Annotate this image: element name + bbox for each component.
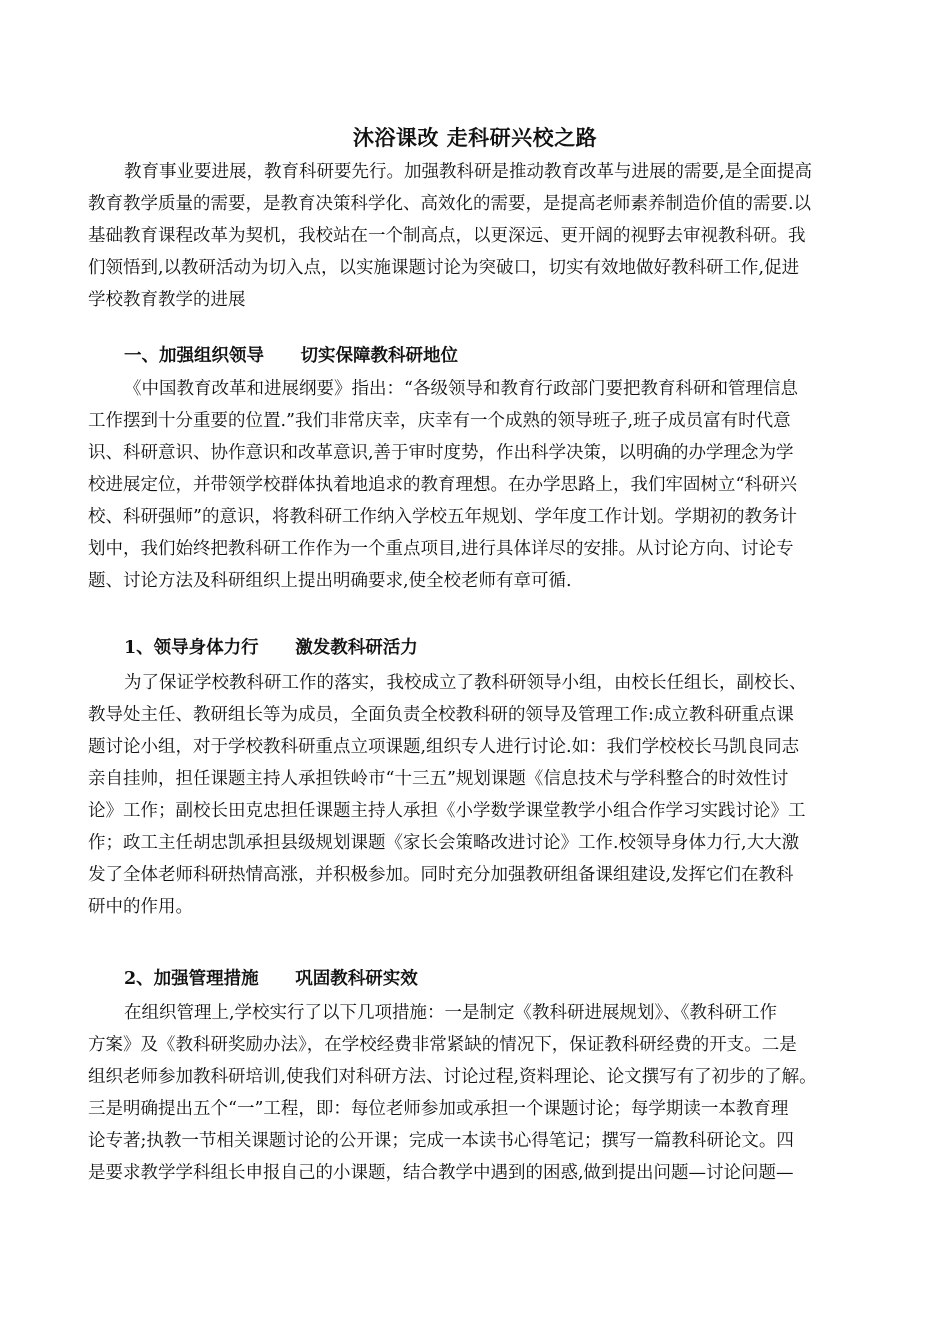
paragraph-line: 研中的作用。 (88, 897, 193, 917)
paragraph-line: 论》工作；副校长田克忠担任课题主持人承担《小学数学课堂教学小组合作学习实践讨论》工 (88, 801, 806, 821)
paragraph-line: 教育教学质量的需要，是教育决策科学化、高效化的需要，是提高老师素养制造价值的需要.以 (88, 194, 812, 214)
section-2-paragraph (88, 667, 878, 923)
paragraph-line: 们领悟到,以教研活动为切入点，以实施课题讨论为突破口，切实有效地做好教科研工作,促进 (88, 258, 800, 278)
paragraph-line: 为了保证学校教科研工作的落实，我校成立了教科研领导小组，由校长任组长，副校长、 (124, 673, 807, 693)
section-1-paragraph (88, 373, 878, 597)
paragraph-line: 校、科研强师”的意识，将教科研工作纳入学校五年规划、学年度工作计划。学期初的教务计 (88, 507, 797, 527)
paragraph-line: 在组织管理上,学校实行了以下几项措施：一是制定《教科研进展规划》、《教科研工作 (124, 1003, 778, 1023)
paragraph-line: 发了全体老师科研热情高涨，并积极参加。同时充分加强教研组备课组建设,发挥它们在教科 (88, 865, 794, 885)
paragraph-line: 基础教育课程改革为契机，我校站在一个制高点，以更深远、更开阔的视野去审视教科研。我 (88, 226, 806, 246)
section-heading-1: 一、加强组织领导 切实保障教科研地位 (124, 346, 459, 366)
paragraph-line: 组织老师参加教科研培训,使我们对科研方法、讨论过程,资料理论、论文撰写有了初步的了解。 (88, 1067, 817, 1087)
section-heading-2: 1、领导身体力行 激发教科研活力 (124, 638, 418, 658)
paragraph-line: 论专著;执教一节相关课题讨论的公开课；完成一本读书心得笔记；撰写一篇教科研论文。四 (88, 1131, 794, 1151)
section-heading-3: 2、加强管理措施 巩固教科研实效 (124, 969, 418, 989)
paragraph-line: 三是明确提出五个“一”工程，即：每位老师参加或承担一个课题讨论；每学期读一本教育理 (88, 1099, 789, 1119)
paragraph-line: 识、科研意识、协作意识和改革意识,善于审时度势，作出科学决策，以明确的办学理念为学 (88, 443, 794, 463)
paragraph-line: 《中国教育改革和进展纲要》指出：“各级领导和教育行政部门要把教育科研和管理信息 (124, 379, 798, 399)
paragraph-line: 划中，我们始终把教科研工作作为一个重点项目,进行具体详尽的安排。从讨论方向、讨论专 (88, 539, 794, 559)
paragraph-line: 校进展定位，并带领学校群体执着地追求的教育理想。在办学思路上，我们牢固树立“科研兴 (88, 475, 797, 495)
paragraph-line: 学校教育教学的进展 (88, 290, 246, 310)
paragraph-line: 教育事业要进展，教育科研要先行。加强教科研是推动教育改革与进展的需要,是全面提高 (124, 162, 813, 182)
paragraph-line: 是要求教学学科组长申报自己的小课题，结合教学中遇到的困惑,做到提出问题—讨论问题— (88, 1163, 794, 1183)
document-title: 沐浴课改 走科研兴校之路 (352, 125, 598, 150)
paragraph-line: 工作摆到十分重要的位置.”我们非常庆幸，庆幸有一个成熟的领导班子,班子成员富有时代意 (88, 411, 791, 431)
paragraph-line: 方案》及《教科研奖励办法》，在学校经费非常紧缺的情况下，保证教科研经费的开支。二是 (88, 1035, 797, 1055)
intro-paragraph (88, 156, 878, 316)
paragraph-line: 亲自挂帅，担任课题主持人承担铁岭市“十三五”规划课题《信息技术与学科整合的时效性讨 (88, 769, 789, 789)
section-3-paragraph (88, 997, 878, 1189)
paragraph-line: 作；政工主任胡忠凯承担县级规划课题《家长会策略改进讨论》工作.校领导身体力行,大大激 (88, 833, 800, 853)
paragraph-line: 题讨论小组，对于学校教科研重点立项课题,组织专人进行讨论.如：我们学校校长马凯良同志 (88, 737, 800, 757)
paragraph-line: 题、讨论方法及科研组织上提出明确要求,使全校老师有章可循. (88, 571, 572, 591)
paragraph-line: 教导处主任、教研组长等为成员，全面负责全校教科研的领导及管理工作:成立教科研重点课 (88, 705, 794, 725)
